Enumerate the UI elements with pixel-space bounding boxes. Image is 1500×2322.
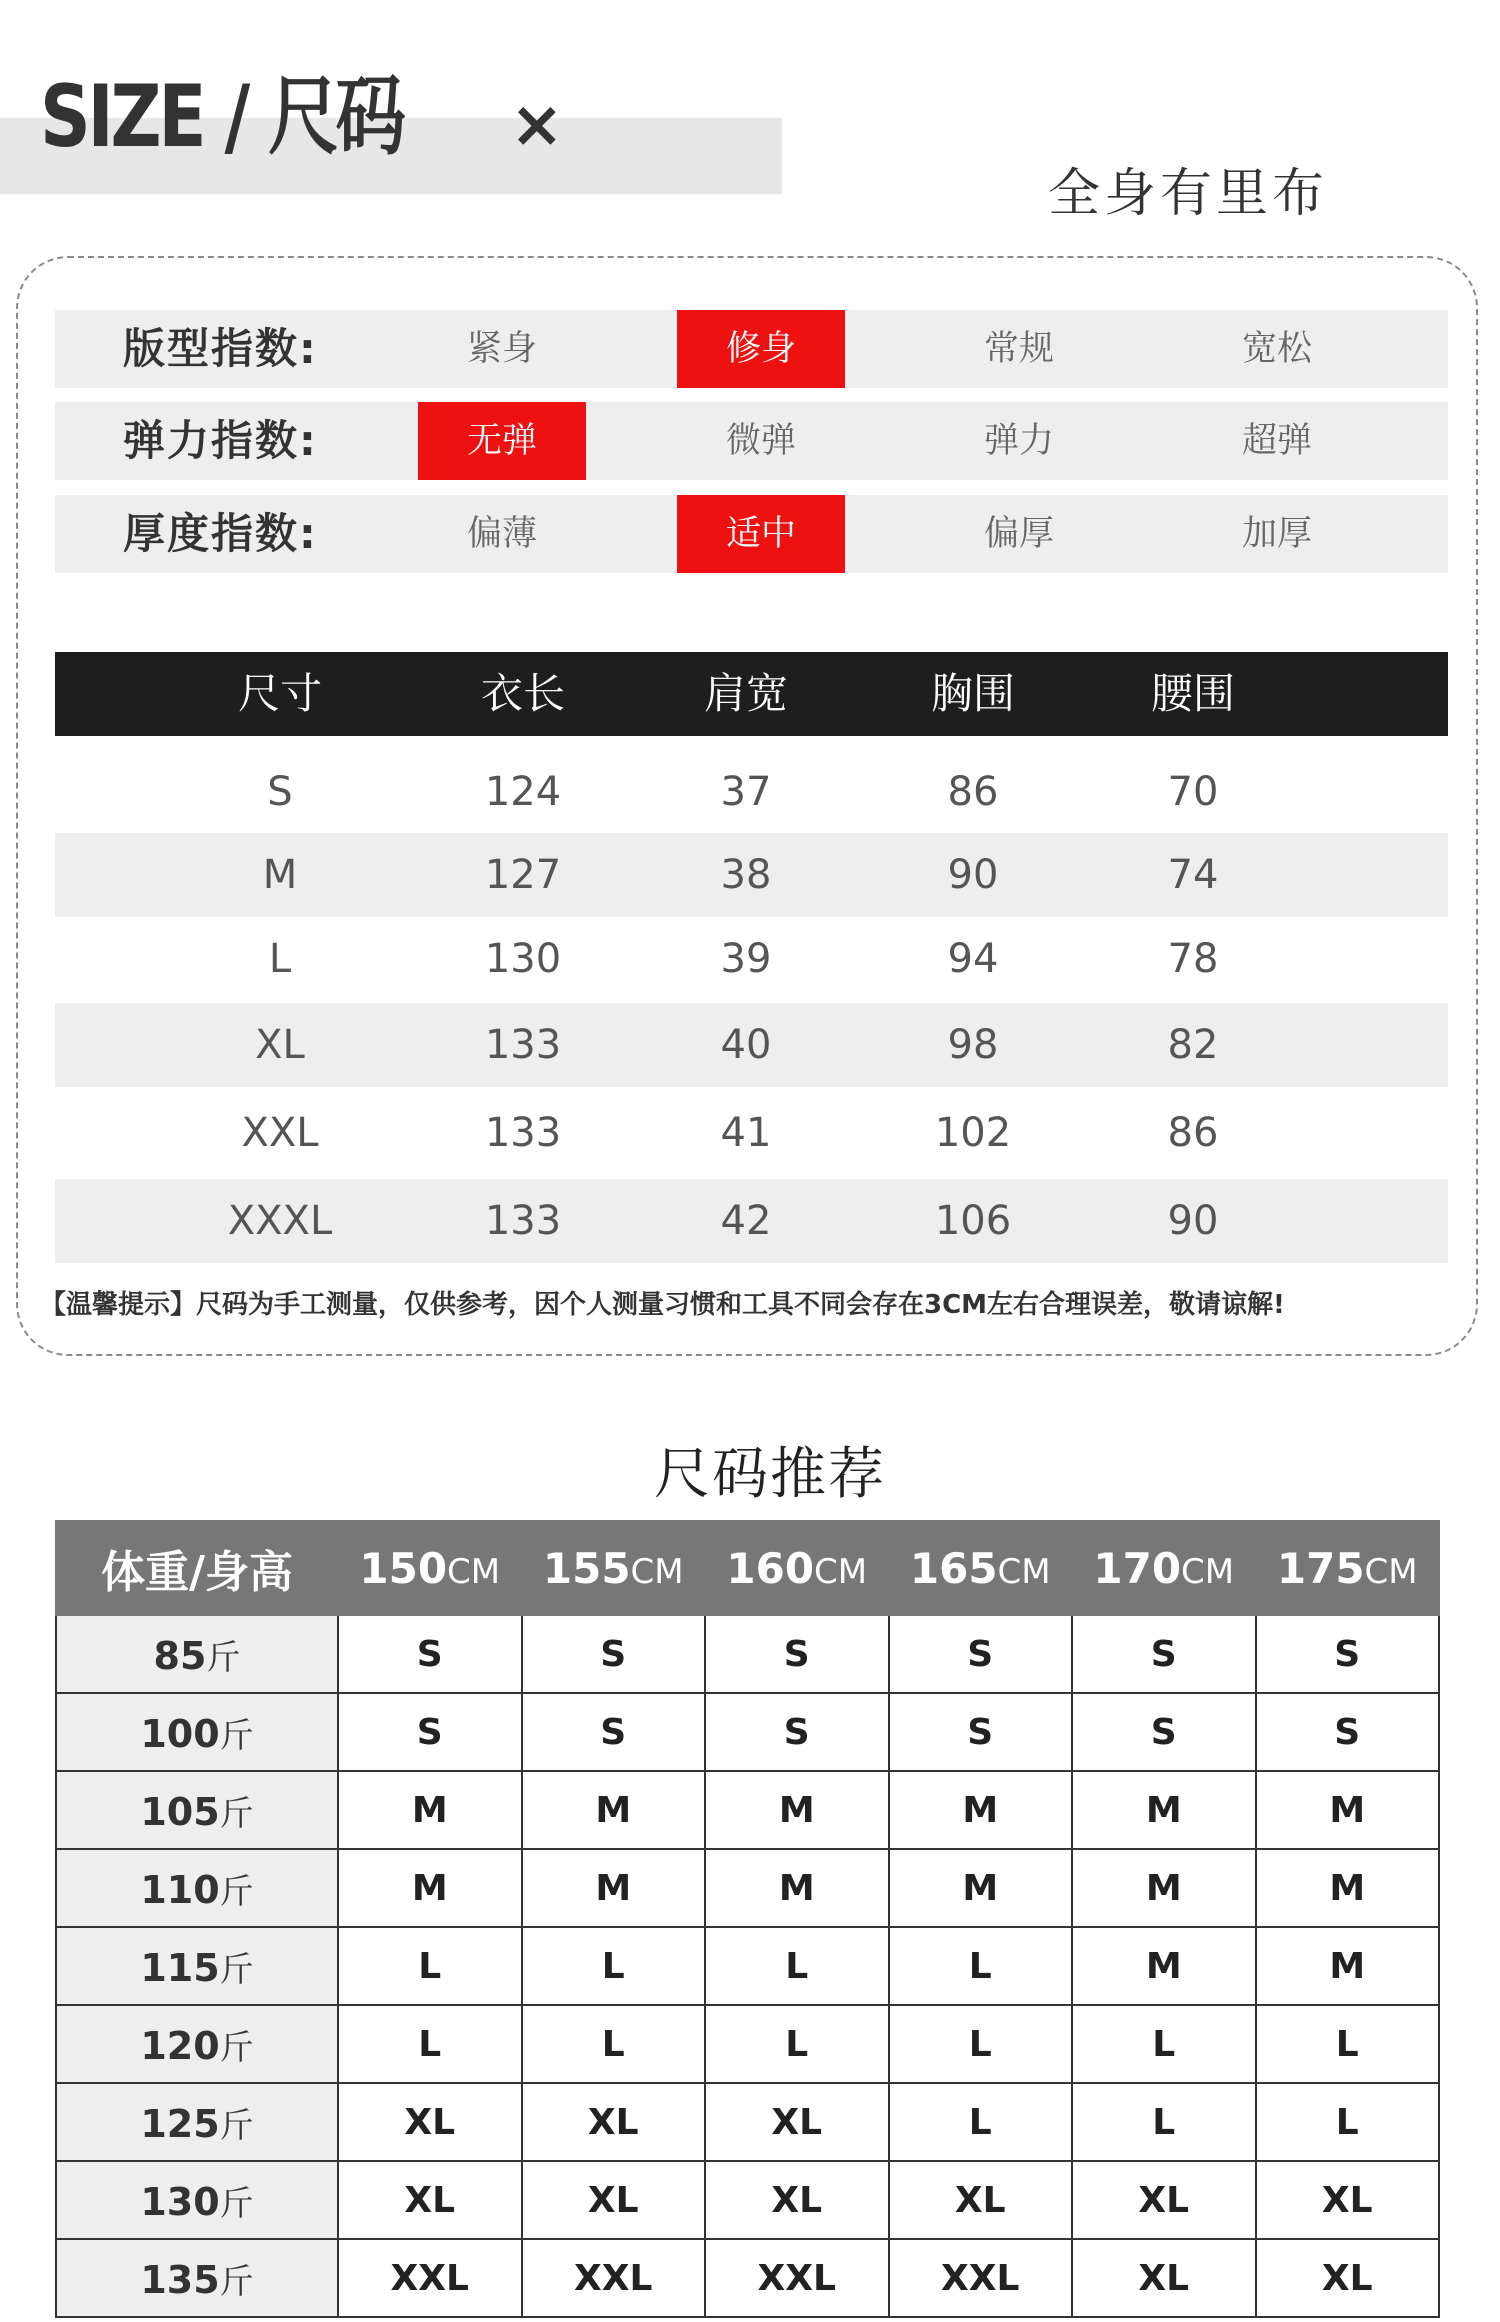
size-table-cell: 40 [720,1022,772,1068]
recommended-size: S [1072,1615,1256,1693]
recommended-size: XL [1072,2161,1256,2239]
weight-number: 135 [140,2257,220,2302]
size-table-cell: 37 [720,769,772,815]
size-table-cell: 133 [484,1198,562,1244]
index-option: 无弹 [418,402,586,480]
size-table-row [55,833,1448,917]
index-option: 适中 [677,495,845,573]
size-table-heading: 衣长 [480,669,565,718]
size-table-row [55,1091,1448,1175]
recommended-size: XL [705,2161,889,2239]
index-label: 版型指数: [123,324,318,373]
recommended-size: S [705,1615,889,1693]
size-table-cell: 90 [1167,1198,1219,1244]
index-label: 弹力指数: [123,416,318,465]
recommendation-row [56,1693,1439,1771]
size-table-cell: 78 [1167,936,1219,982]
recommendation-row [56,2005,1439,2083]
height-number: 170 [1093,1543,1182,1593]
recommended-size: L [522,1927,706,2005]
weight-cell [56,2005,338,2083]
recommended-size: L [889,1927,1073,2005]
weight-unit: 斤 [219,2027,254,2068]
recommended-size: L [1256,2005,1440,2083]
weight-number: 105 [140,1789,220,1834]
measurement-tip: 【温馨提示】尺码为手工测量，仅供参考，因个人测量习惯和工具不同会存在3CM左右合理误差，敬请谅解! [40,1290,1285,1320]
recommendation-row [56,2083,1439,2161]
recommended-size: L [1072,2083,1256,2161]
size-table-cell: 70 [1167,769,1219,815]
height-header [1072,1521,1256,1615]
height-number: 150 [359,1543,448,1593]
index-label: 厚度指数: [123,509,318,558]
recommendation-header-row [56,1521,1439,1615]
recommendation-row [56,1927,1439,2005]
size-table-cell: 90 [947,852,999,898]
height-unit: CM [447,1551,501,1592]
recommended-size: XL [1256,2239,1440,2317]
recommended-size: M [522,1849,706,1927]
weight-cell [56,2083,338,2161]
recommended-size: XL [889,2161,1073,2239]
recommended-size: M [1072,1849,1256,1927]
recommended-size: L [338,2005,522,2083]
recommended-size: S [522,1615,706,1693]
height-header [522,1521,706,1615]
index-row [55,495,1448,573]
weight-number: 110 [140,1867,220,1912]
size-table-heading: 肩宽 [703,669,788,718]
weight-number: 130 [140,2179,220,2224]
recommended-size: L [705,1927,889,2005]
weight-number: 85 [153,1633,207,1678]
recommended-size: XL [705,2083,889,2161]
size-table-cell: M [262,852,298,898]
recommended-size: M [1256,1849,1440,1927]
recommendation-body [56,1615,1439,2317]
size-table-cell: 74 [1167,852,1219,898]
size-table-cell: 38 [720,852,772,898]
weight-cell [56,1693,338,1771]
recommendation-title: 尺码推荐 [654,1442,886,1507]
height-header [338,1521,522,1615]
size-table-cell: 124 [484,769,562,815]
recommended-size: M [522,1771,706,1849]
recommended-size: S [338,1693,522,1771]
recommendation-row [56,2239,1439,2317]
size-table-cell: 98 [947,1022,999,1068]
recommended-size: XL [1072,2239,1256,2317]
size-table-cell: L [268,936,292,982]
recommended-size: M [1072,1771,1256,1849]
height-header [889,1521,1073,1615]
recommendation-row [56,2161,1439,2239]
height-unit: CM [630,1551,684,1592]
size-table-heading: 腰围 [1150,669,1235,718]
weight-number: 125 [140,2101,220,2146]
size-table-cell: 133 [484,1110,562,1156]
size-table-cell: 133 [484,1022,562,1068]
recommendation-row [56,1849,1439,1927]
size-table-cell: 127 [484,852,562,898]
height-number: 155 [542,1543,631,1593]
recommended-size: S [338,1615,522,1693]
size-table-cell: 130 [484,936,562,982]
size-table-row [55,1003,1448,1087]
index-row [55,310,1448,388]
recommended-size: M [1072,1927,1256,2005]
index-option: 偏厚 [983,514,1054,554]
weight-number: 120 [140,2023,220,2068]
page-title: SIZE / 尺码 [40,67,403,167]
recommendation-table [55,1520,1440,2322]
size-table-cell: XXL [241,1110,319,1156]
recommended-size: XXL [705,2239,889,2317]
recommended-size: XXL [889,2239,1073,2317]
height-unit: CM [997,1551,1051,1592]
recommended-size: L [522,2005,706,2083]
size-table-cell: 39 [720,936,772,982]
recommended-size: M [889,1771,1073,1849]
size-table-cell: 106 [934,1198,1012,1244]
size-table-cell: S [267,769,293,815]
index-option: 宽松 [1241,329,1312,369]
weight-unit: 斤 [219,1949,254,1990]
recommended-size: L [705,2005,889,2083]
recommended-size: XXL [522,2239,706,2317]
size-table-cell: 86 [947,769,999,815]
recommended-size: M [1256,1771,1440,1849]
weight-unit: 斤 [219,1715,254,1756]
recommended-size: L [1072,2005,1256,2083]
recommended-size: S [1256,1615,1440,1693]
height-header [1256,1521,1440,1615]
recommended-size: M [338,1771,522,1849]
recommended-size: M [705,1849,889,1927]
size-table-cell: 86 [1167,1110,1219,1156]
index-row [55,402,1448,480]
height-unit: CM [1364,1551,1418,1592]
recommended-size: S [705,1693,889,1771]
weight-cell [56,1771,338,1849]
weight-number: 115 [140,1945,220,1990]
size-table-cell: 42 [720,1198,772,1244]
index-option: 紧身 [466,329,537,369]
index-option: 弹力 [983,421,1054,461]
recommended-size: S [1256,1693,1440,1771]
size-table-cell: XXXL [227,1198,333,1244]
recommended-size: L [889,2005,1073,2083]
index-option: 偏薄 [466,514,537,554]
corner-label: 体重/身高 [56,1521,338,1615]
size-table-cell: XL [255,1022,305,1068]
recommended-size: S [889,1615,1073,1693]
recommended-size: XXL [338,2239,522,2317]
index-option: 加厚 [1241,514,1312,554]
index-option: 常规 [983,329,1054,369]
close-icon[interactable]: × [510,88,564,162]
weight-unit: 斤 [219,2105,254,2146]
recommendation-row [56,1615,1439,1693]
height-header [705,1521,889,1615]
recommendation-row [56,1771,1439,1849]
index-option: 修身 [677,310,845,388]
recommended-size: M [1256,1927,1440,2005]
height-unit: CM [814,1551,868,1592]
size-table-cell: 82 [1167,1022,1219,1068]
index-option: 超弹 [1241,421,1312,461]
recommended-size: L [1256,2083,1440,2161]
weight-unit: 斤 [219,1871,254,1912]
weight-unit: 斤 [219,2183,254,2224]
weight-unit: 斤 [206,1637,241,1678]
weight-unit: 斤 [219,1793,254,1834]
recommended-size: XL [522,2161,706,2239]
recommended-size: L [338,1927,522,2005]
weight-number: 100 [140,1711,220,1756]
size-table-cell: 102 [934,1110,1012,1156]
size-table-header [55,652,1448,736]
weight-cell [56,2161,338,2239]
size-table-cell: 41 [720,1110,772,1156]
size-table-row [55,750,1448,834]
recommended-size: M [338,1849,522,1927]
recommended-size: M [889,1849,1073,1927]
weight-cell [56,1849,338,1927]
recommended-size: M [705,1771,889,1849]
recommended-size: S [522,1693,706,1771]
index-option: 微弹 [725,421,796,461]
size-table-row [55,917,1448,1001]
size-table-heading: 胸围 [930,669,1015,718]
lining-note: 全身有里布 [1048,164,1329,224]
recommended-size: S [889,1693,1073,1771]
size-table-cell: 94 [947,936,999,982]
recommended-size: S [1072,1693,1256,1771]
recommended-size: XL [1256,2161,1440,2239]
recommended-size: XL [338,2161,522,2239]
weight-cell [56,1927,338,2005]
recommended-size: XL [522,2083,706,2161]
height-number: 175 [1276,1543,1365,1593]
recommended-size: L [889,2083,1073,2161]
weight-cell [56,2239,338,2317]
weight-unit: 斤 [219,2261,254,2302]
height-number: 160 [726,1543,815,1593]
weight-cell [56,1615,338,1693]
size-table-heading: 尺寸 [237,669,322,718]
height-unit: CM [1181,1551,1235,1592]
height-number: 165 [909,1543,998,1593]
size-table-row [55,1179,1448,1263]
recommended-size: XL [338,2083,522,2161]
